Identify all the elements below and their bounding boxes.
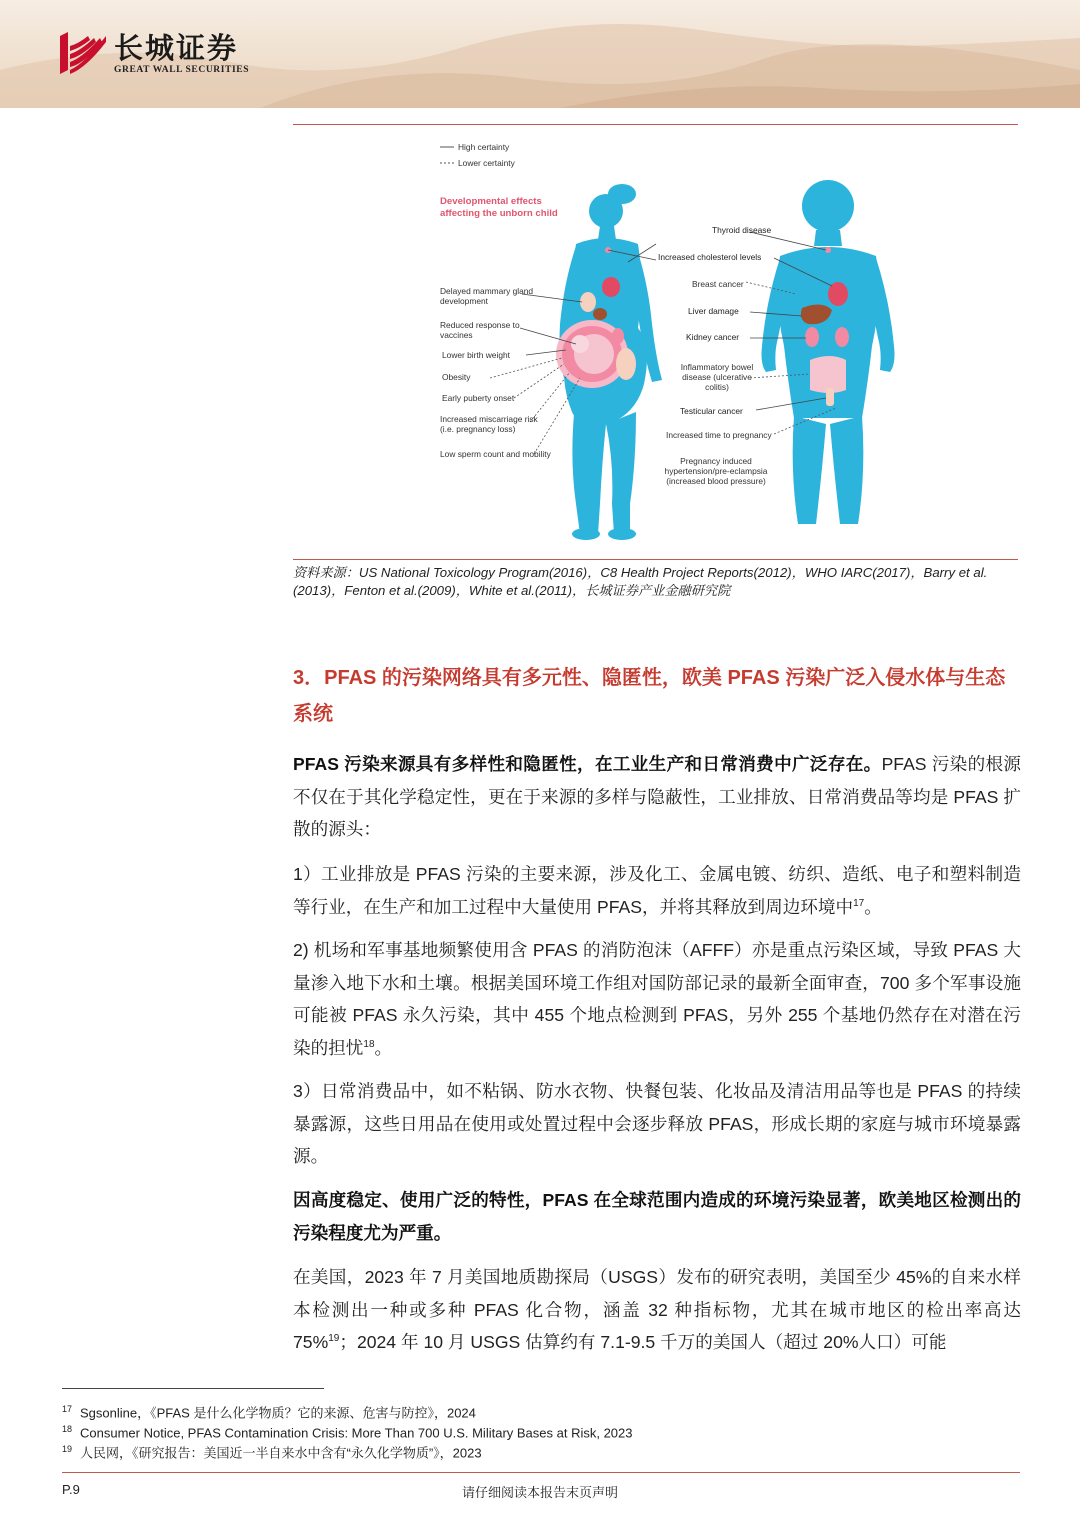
paragraph-2 (293, 858, 1021, 923)
logo-mark-icon (58, 30, 108, 76)
label-liver: Liver damage (688, 306, 739, 316)
paragraph-5 (293, 1184, 1021, 1249)
paragraph-3 (293, 934, 1021, 1064)
paragraph-6 (293, 1261, 1021, 1359)
label-breast-cancer: Breast cancer (692, 279, 744, 289)
paragraph-2-end: 。 (864, 896, 882, 917)
label-hypertension: Pregnancy induced hypertension/pre-eclampsia (increased blood pressure) (664, 456, 768, 486)
footnote-19-number: 19 (62, 1444, 73, 1454)
footnote-19 (62, 1440, 482, 1462)
legend-lower-certainty: Lower certainty (458, 158, 515, 168)
figure-title-line1: Developmental effects (440, 196, 542, 207)
paragraph-3-end: 。 (374, 1037, 393, 1058)
header-banner (0, 0, 1080, 108)
page-number: P.9 (62, 1482, 80, 1497)
footnote-rule (62, 1388, 324, 1389)
footnote-ref-19[interactable]: 19 (328, 1333, 340, 1345)
paragraph-6-body-a: 在美国，2023 年 7 月美国地质勘探局（USGS）发布的研究表明，美国至少 45%的自来水样本检测出一种或多种 PFAS 化合物，涵盖 32 种指标物，尤其在城市地区的检出率高达 75% (293, 1267, 1021, 1353)
company-logo (58, 30, 249, 76)
figure-bottom-rule (293, 559, 1018, 560)
label-time-to-pregnancy: Increased time to pregnancy (666, 430, 772, 440)
paragraph-1-lead: PFAS 污染来源具有多样性和隐匿性，在工业生产和日常消费中广泛存在。 (293, 754, 882, 774)
label-miscarriage: Increased miscarriage risk (i.e. pregnancy loss) (440, 414, 538, 434)
figure-top-rule (293, 124, 1018, 125)
paragraph-5-lead: 因高度稳定、使用广泛的特性，PFAS 在全球范围内造成的环境污染显著，欧美地区检测出的污染程度尤为严重。 (293, 1190, 1021, 1243)
paragraph-3-body: 2) 机场和军事基地频繁使用含 PFAS 的消防泡沫（AFFF）亦是重点污染区域，导致 PFAS 大量渗入地下水和土壤。根据美国环境工作组对国防部记录的最新全面审查，700 多个军事设施可能被 PFAS 永久污染，其中 455 个地点检测到 PFAS，另外 255 个基地仍然存在对潜在污染的担忧 (293, 940, 1021, 1058)
paragraph-4: 3）日常消费品中，如不粘锅、防水衣物、快餐包装、化妆品及清洁用品等也是 PFAS 的持续暴露源，这些日用品在使用或处置过程中会逐步释放 PFAS，形成长期的家庭与城市环境暴露源。 (293, 1081, 1021, 1167)
figure-title-line2: affecting the unborn child (440, 208, 558, 219)
footnote-ref-18[interactable]: 18 (363, 1038, 375, 1050)
label-obesity: Obesity (442, 372, 471, 382)
legend-high-certainty: High certainty (458, 142, 510, 152)
figure-source: 资料来源：US National Toxicology Program(2016)，C8 Health Project Reports(2012)，WHO IARC(2017)，Barry et al.(2013)，Fenton et al.(2009)，White et al.(2011)，长城证券产业金融研究院 (293, 565, 988, 598)
footnote-17-number: 17 (62, 1404, 73, 1414)
footer-disclaimer: 请仔细阅读本报告末页声明 (461, 1485, 618, 1500)
paragraph-1-body: PFAS 污染的根源不仅在于其化学稳定性，更在于来源的多样与隐蔽性，工业排放、日常消费品等均是 PFAS 扩散的源头： (293, 754, 1021, 840)
footnote-19-text: 人民网，《研究报告：美国近一半自来水中含有“永久化学物质”》，2023 (80, 1445, 482, 1461)
paragraph-1 (293, 748, 1021, 846)
footer-rule (62, 1472, 1020, 1473)
logo-english-name: GREAT WALL SECURITIES (114, 64, 250, 75)
paragraph-6-body-b: ；2024 年 10 月 USGS 估算约有 7.1-9.5 千万的美国人（超过 20%人口）可能 (339, 1332, 947, 1353)
label-kidney: Kidney cancer (686, 332, 740, 342)
footnote-17 (62, 1400, 476, 1422)
pfas-health-effects-figure (430, 132, 990, 552)
label-testicular: Testicular cancer (680, 406, 743, 416)
body-illustration (430, 132, 990, 552)
label-thyroid: Thyroid disease (712, 225, 772, 235)
label-bowel: Inflammatory bowel disease (ulcerative colitis) (680, 362, 754, 392)
logo-chinese-name: 长城证券 (114, 30, 239, 65)
label-mammary: Delayed mammary gland development (440, 286, 534, 306)
footnote-17-text: Sgsonline，《PFAS 是什么化学物质？它的来源、危害与防控》，2024 (80, 1405, 476, 1421)
label-birth-weight: Lower birth weight (442, 350, 510, 360)
label-vaccines: Reduced response to vaccines (440, 320, 520, 340)
footnote-18-number: 18 (62, 1424, 73, 1434)
label-cholesterol: Increased cholesterol levels (658, 252, 762, 262)
footnote-ref-17[interactable]: 17 (853, 897, 865, 909)
footnote-18 (62, 1420, 633, 1442)
label-puberty: Early puberty onset (442, 393, 515, 403)
footnote-18-text: Consumer Notice, PFAS Contamination Crisis: More Than 700 U.S. Military Bases at Risk, 2023 (80, 1425, 633, 1441)
paragraph-2-body: 1）工业排放是 PFAS 污染的主要来源，涉及化工、金属电镀、纺织、造纸、电子和塑料制造等行业，在生产和加工过程中大量使用 PFAS，并将其释放到周边环境中 (293, 864, 1021, 917)
section-heading: 3．PFAS 的污染网络具有多元性、隐匿性，欧美 PFAS 污染广泛入侵水体与生态系统 (293, 667, 1006, 725)
label-sperm: Low sperm count and mobility (440, 449, 551, 459)
